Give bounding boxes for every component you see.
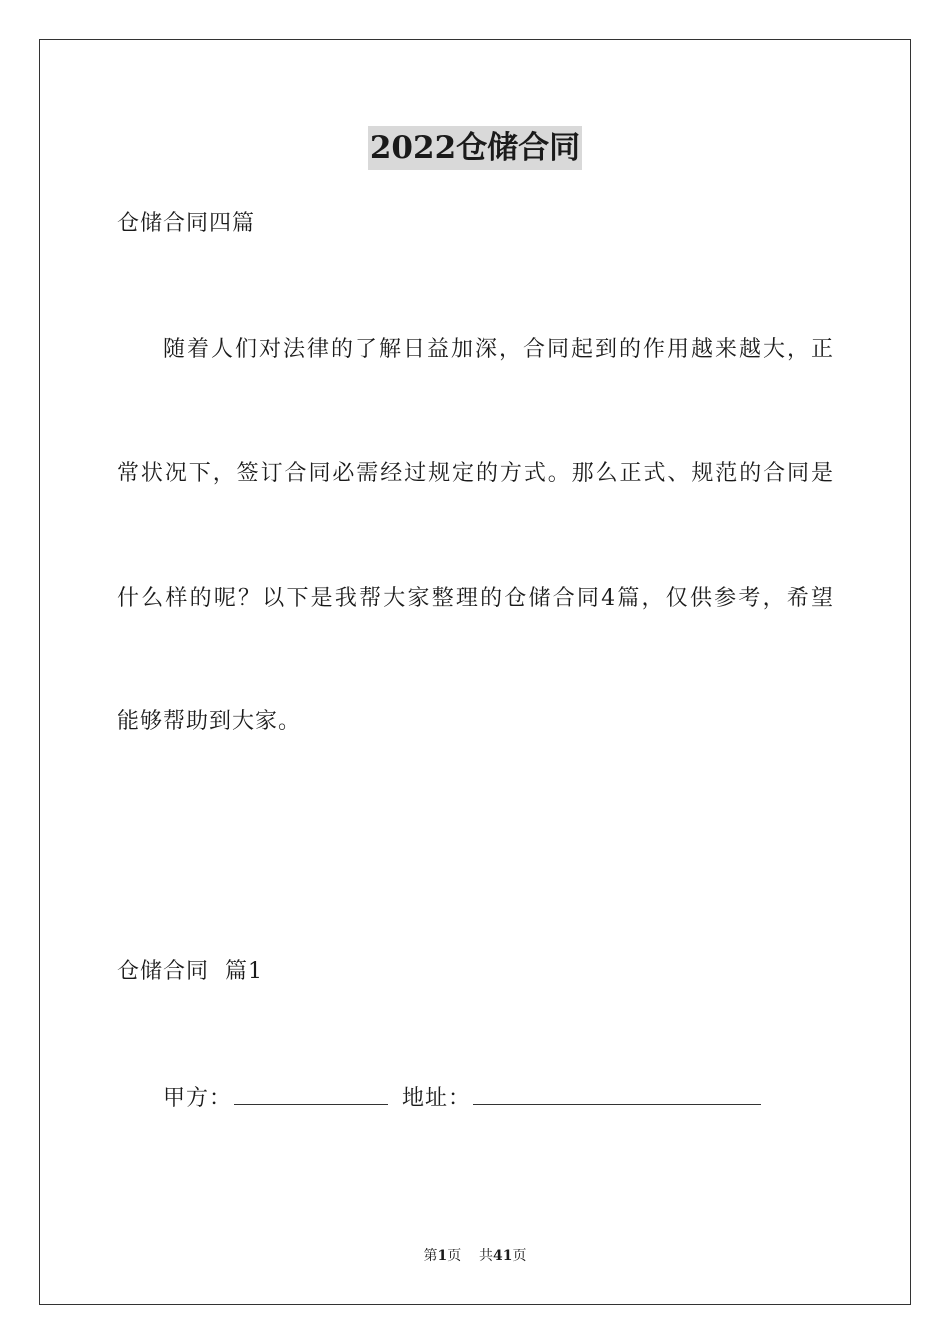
party-a-label: 甲方： <box>163 1086 233 1111</box>
page-suffix: 页 <box>447 1248 462 1264</box>
total-prefix: 共 <box>479 1248 494 1264</box>
party-a-row <box>163 1082 761 1114</box>
document-subtitle: 仓储合同四篇 <box>117 211 256 236</box>
address-blank[interactable] <box>473 1082 761 1105</box>
address-label: 地址： <box>402 1086 472 1111</box>
title-container <box>0 126 950 170</box>
intro-line-2: 常状况下，签订合同必需经过规定的方式。那么正式、规范的合同是 <box>117 461 833 486</box>
page-prefix: 第 <box>423 1248 438 1264</box>
total-suffix: 页 <box>512 1248 527 1264</box>
total-pages: 41 <box>493 1248 513 1264</box>
intro-line-1: 随着人们对法律的了解日益加深，合同起到的作用越来越大，正 <box>163 337 833 362</box>
party-a-blank[interactable] <box>234 1082 388 1105</box>
intro-line-4: 能够帮助到大家。 <box>117 709 302 734</box>
intro-line-3: 什么样的呢？以下是我帮大家整理的仓储合同4篇，仅供参考，希望 <box>117 586 833 611</box>
document-title: 2022仓储合同 <box>368 126 582 170</box>
page-footer <box>0 1246 950 1266</box>
section-heading: 仓储合同 篇1 <box>117 959 263 984</box>
page-number: 1 <box>437 1248 448 1264</box>
